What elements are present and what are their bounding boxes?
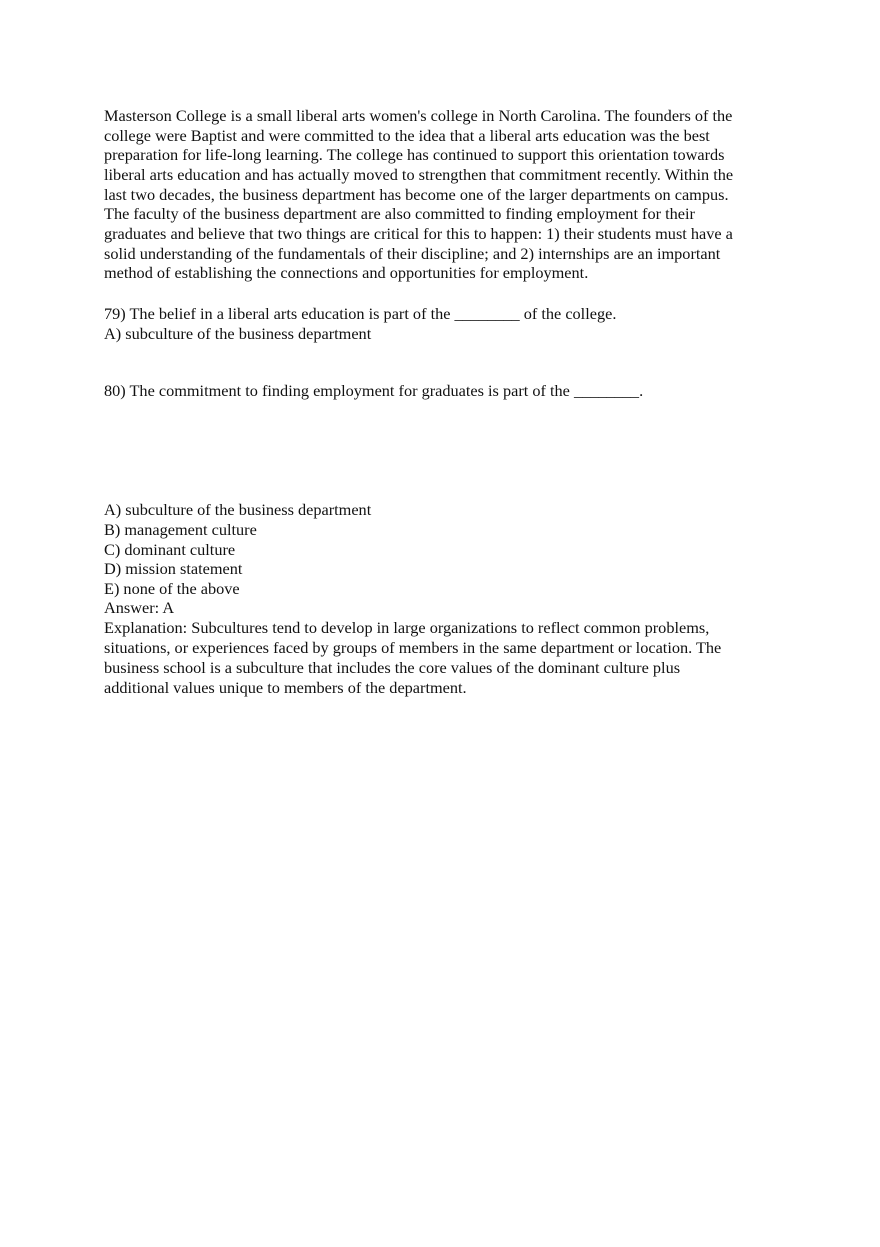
passage-line: Masterson College is a small liberal arts women's college in North Carolina. The founders of the [104,106,733,125]
question-79-prompt: 79) The belief in a liberal arts education is part of the ________ of the college. [104,304,617,323]
passage-line: last two decades, the business department has become one of the larger departments on campus. [104,185,729,204]
passage-line: college were Baptist and were committed to the idea that a liberal arts education was the best [104,126,710,145]
option-b: B) management culture [104,520,257,539]
answer-line: Answer: A [104,598,175,617]
explanation-line: additional values unique to members of the department. [104,678,467,697]
option-e: E) none of the above [104,579,240,598]
passage-line: preparation for life-long learning. The college has continued to support this orientation towards [104,145,725,164]
option-d: D) mission statement [104,559,243,578]
explanation-line: Explanation: Subcultures tend to develop in large organizations to reflect common problems, [104,618,710,637]
passage-line: The faculty of the business department are also committed to finding employment for their [104,204,695,223]
question-80-prompt: 80) The commitment to finding employment for graduates is part of the ________. [104,381,644,400]
passage-line: graduates and believe that two things are critical for this to happen: 1) their students must have a [104,224,733,243]
passage-line: liberal arts education and has actually moved to strengthen that commitment recently. Within the [104,165,734,184]
explanation-line: business school is a subculture that includes the core values of the dominant culture plus [104,658,681,677]
option-a: A) subculture of the business department [104,500,372,519]
passage-line: solid understanding of the fundamentals of their discipline; and 2) internships are an important [104,244,721,263]
explanation-line: situations, or experiences faced by groups of members in the same department or location. The [104,638,722,657]
passage-line: method of establishing the connections and opportunities for employment. [104,263,589,282]
question-79-option-a: A) subculture of the business department [104,324,372,343]
option-c: C) dominant culture [104,540,236,559]
